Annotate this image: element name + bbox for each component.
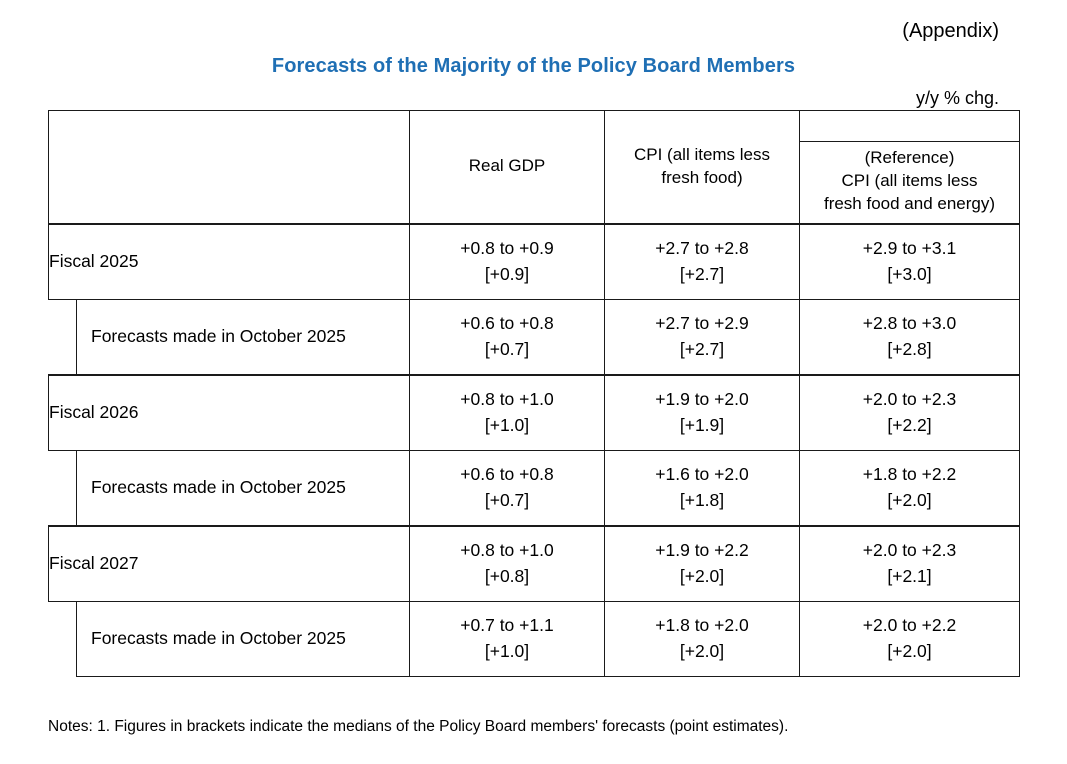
value-median: [+1.9] [679, 414, 725, 435]
value-range: +2.0 to +2.3 [862, 540, 957, 561]
value-median: [+1.8] [679, 489, 725, 510]
row-indent-spacer [49, 601, 77, 676]
cell-fiscal-2026-oct-cpi-ref [800, 450, 1020, 526]
table-row [49, 375, 1020, 451]
cell-fiscal-2026-oct-cpi [605, 450, 800, 526]
value-median: [+2.7] [679, 338, 725, 359]
row-indent-spacer [49, 299, 77, 375]
appendix-label: (Appendix) [902, 20, 999, 42]
cell-fiscal-2026-real-gdp [410, 375, 605, 451]
table-row [49, 601, 1020, 676]
value-median: [+1.0] [484, 640, 530, 661]
value-range: +0.8 to +1.0 [460, 389, 554, 410]
cell-fiscal-2027-cpi [605, 526, 800, 602]
value-range: +0.6 to +0.8 [460, 313, 554, 334]
header-label-cpi-line2: fresh food) [661, 167, 743, 187]
header-label-ref-line2: CPI (all items less [841, 170, 978, 190]
value-median: [+0.9] [484, 263, 530, 284]
value-median: [+2.0] [679, 565, 725, 586]
cell-fiscal-2025-cpi [605, 224, 800, 300]
row-label-fiscal-2026-october: Forecasts made in October 2025 [77, 450, 410, 526]
cell-fiscal-2025-real-gdp [410, 224, 605, 300]
value-range: +2.8 to +3.0 [862, 313, 957, 334]
value-median: [+3.0] [887, 263, 932, 284]
cell-fiscal-2027-oct-real-gdp [410, 601, 605, 676]
value-range: +1.8 to +2.0 [655, 615, 749, 636]
value-median: [+1.0] [484, 414, 530, 435]
row-label-fiscal-2025: Fiscal 2025 [49, 224, 410, 300]
header-cell-blank [49, 111, 410, 224]
value-median: [+0.7] [484, 338, 530, 359]
value-range: +0.8 to +0.9 [460, 238, 554, 259]
cell-fiscal-2025-oct-cpi [605, 299, 800, 375]
table-row [49, 299, 1020, 375]
row-label-fiscal-2025-october: Forecasts made in October 2025 [77, 299, 410, 375]
value-median: [+2.8] [887, 338, 932, 359]
value-range: +0.7 to +1.1 [460, 615, 554, 636]
cell-fiscal-2027-real-gdp [410, 526, 605, 602]
row-label-fiscal-2027-october: Forecasts made in October 2025 [77, 601, 410, 676]
header-reference-box [799, 141, 1020, 224]
value-median: [+0.8] [484, 565, 530, 586]
header-label-ref-line3: fresh food and energy) [823, 193, 996, 213]
value-range: +2.7 to +2.9 [655, 313, 749, 334]
page-title: Forecasts of the Majority of the Policy Board Members [271, 55, 796, 77]
cell-fiscal-2025-oct-real-gdp [410, 299, 605, 375]
cell-fiscal-2026-cpi-ref [800, 375, 1020, 451]
value-range: +1.9 to +2.0 [655, 389, 749, 410]
value-median: [+2.0] [887, 640, 932, 661]
cell-fiscal-2025-oct-cpi-ref [800, 299, 1020, 375]
table-row [49, 526, 1020, 602]
value-range: +2.7 to +2.8 [655, 238, 749, 259]
value-median: [+2.0] [887, 489, 932, 510]
value-range: +0.6 to +0.8 [460, 464, 554, 485]
value-range: +1.8 to +2.2 [862, 464, 957, 485]
value-range: +1.6 to +2.0 [655, 464, 749, 485]
value-range: +2.0 to +2.3 [862, 389, 957, 410]
row-label-fiscal-2027: Fiscal 2027 [49, 526, 410, 602]
cell-fiscal-2026-oct-real-gdp [410, 450, 605, 526]
header-label-cpi-line1: CPI (all items less [633, 144, 771, 164]
value-median: [+2.0] [679, 640, 725, 661]
header-cell-cpi [605, 111, 800, 224]
table-header-row [49, 111, 1020, 224]
header-label-real-gdp: Real GDP [468, 156, 546, 176]
row-label-fiscal-2026: Fiscal 2026 [49, 375, 410, 451]
value-range: +0.8 to +1.0 [460, 540, 554, 561]
value-median: [+2.2] [887, 414, 932, 435]
value-median: [+2.7] [679, 263, 725, 284]
value-median: [+0.7] [484, 489, 530, 510]
table-row [49, 450, 1020, 526]
cell-fiscal-2025-cpi-ref [800, 224, 1020, 300]
table-notes: Notes: 1. Figures in brackets indicate the medians of the Policy Board members' forecasts (point estimates). [48, 718, 789, 735]
value-range: +1.9 to +2.2 [655, 540, 749, 561]
cell-fiscal-2026-cpi [605, 375, 800, 451]
header-cell-cpi-reference [800, 111, 1020, 224]
header-cell-real-gdp [410, 111, 605, 224]
row-indent-spacer [49, 450, 77, 526]
value-median: [+2.1] [887, 565, 932, 586]
value-range: +2.0 to +2.2 [862, 615, 957, 636]
value-range: +2.9 to +3.1 [862, 238, 957, 259]
cell-fiscal-2027-oct-cpi [605, 601, 800, 676]
unit-label: y/y % chg. [915, 88, 999, 108]
header-label-ref-line1: (Reference) [864, 148, 955, 167]
table-row [49, 224, 1020, 300]
cell-fiscal-2027-cpi-ref [800, 526, 1020, 602]
cell-fiscal-2027-oct-cpi-ref [800, 601, 1020, 676]
forecast-table [48, 110, 1020, 677]
